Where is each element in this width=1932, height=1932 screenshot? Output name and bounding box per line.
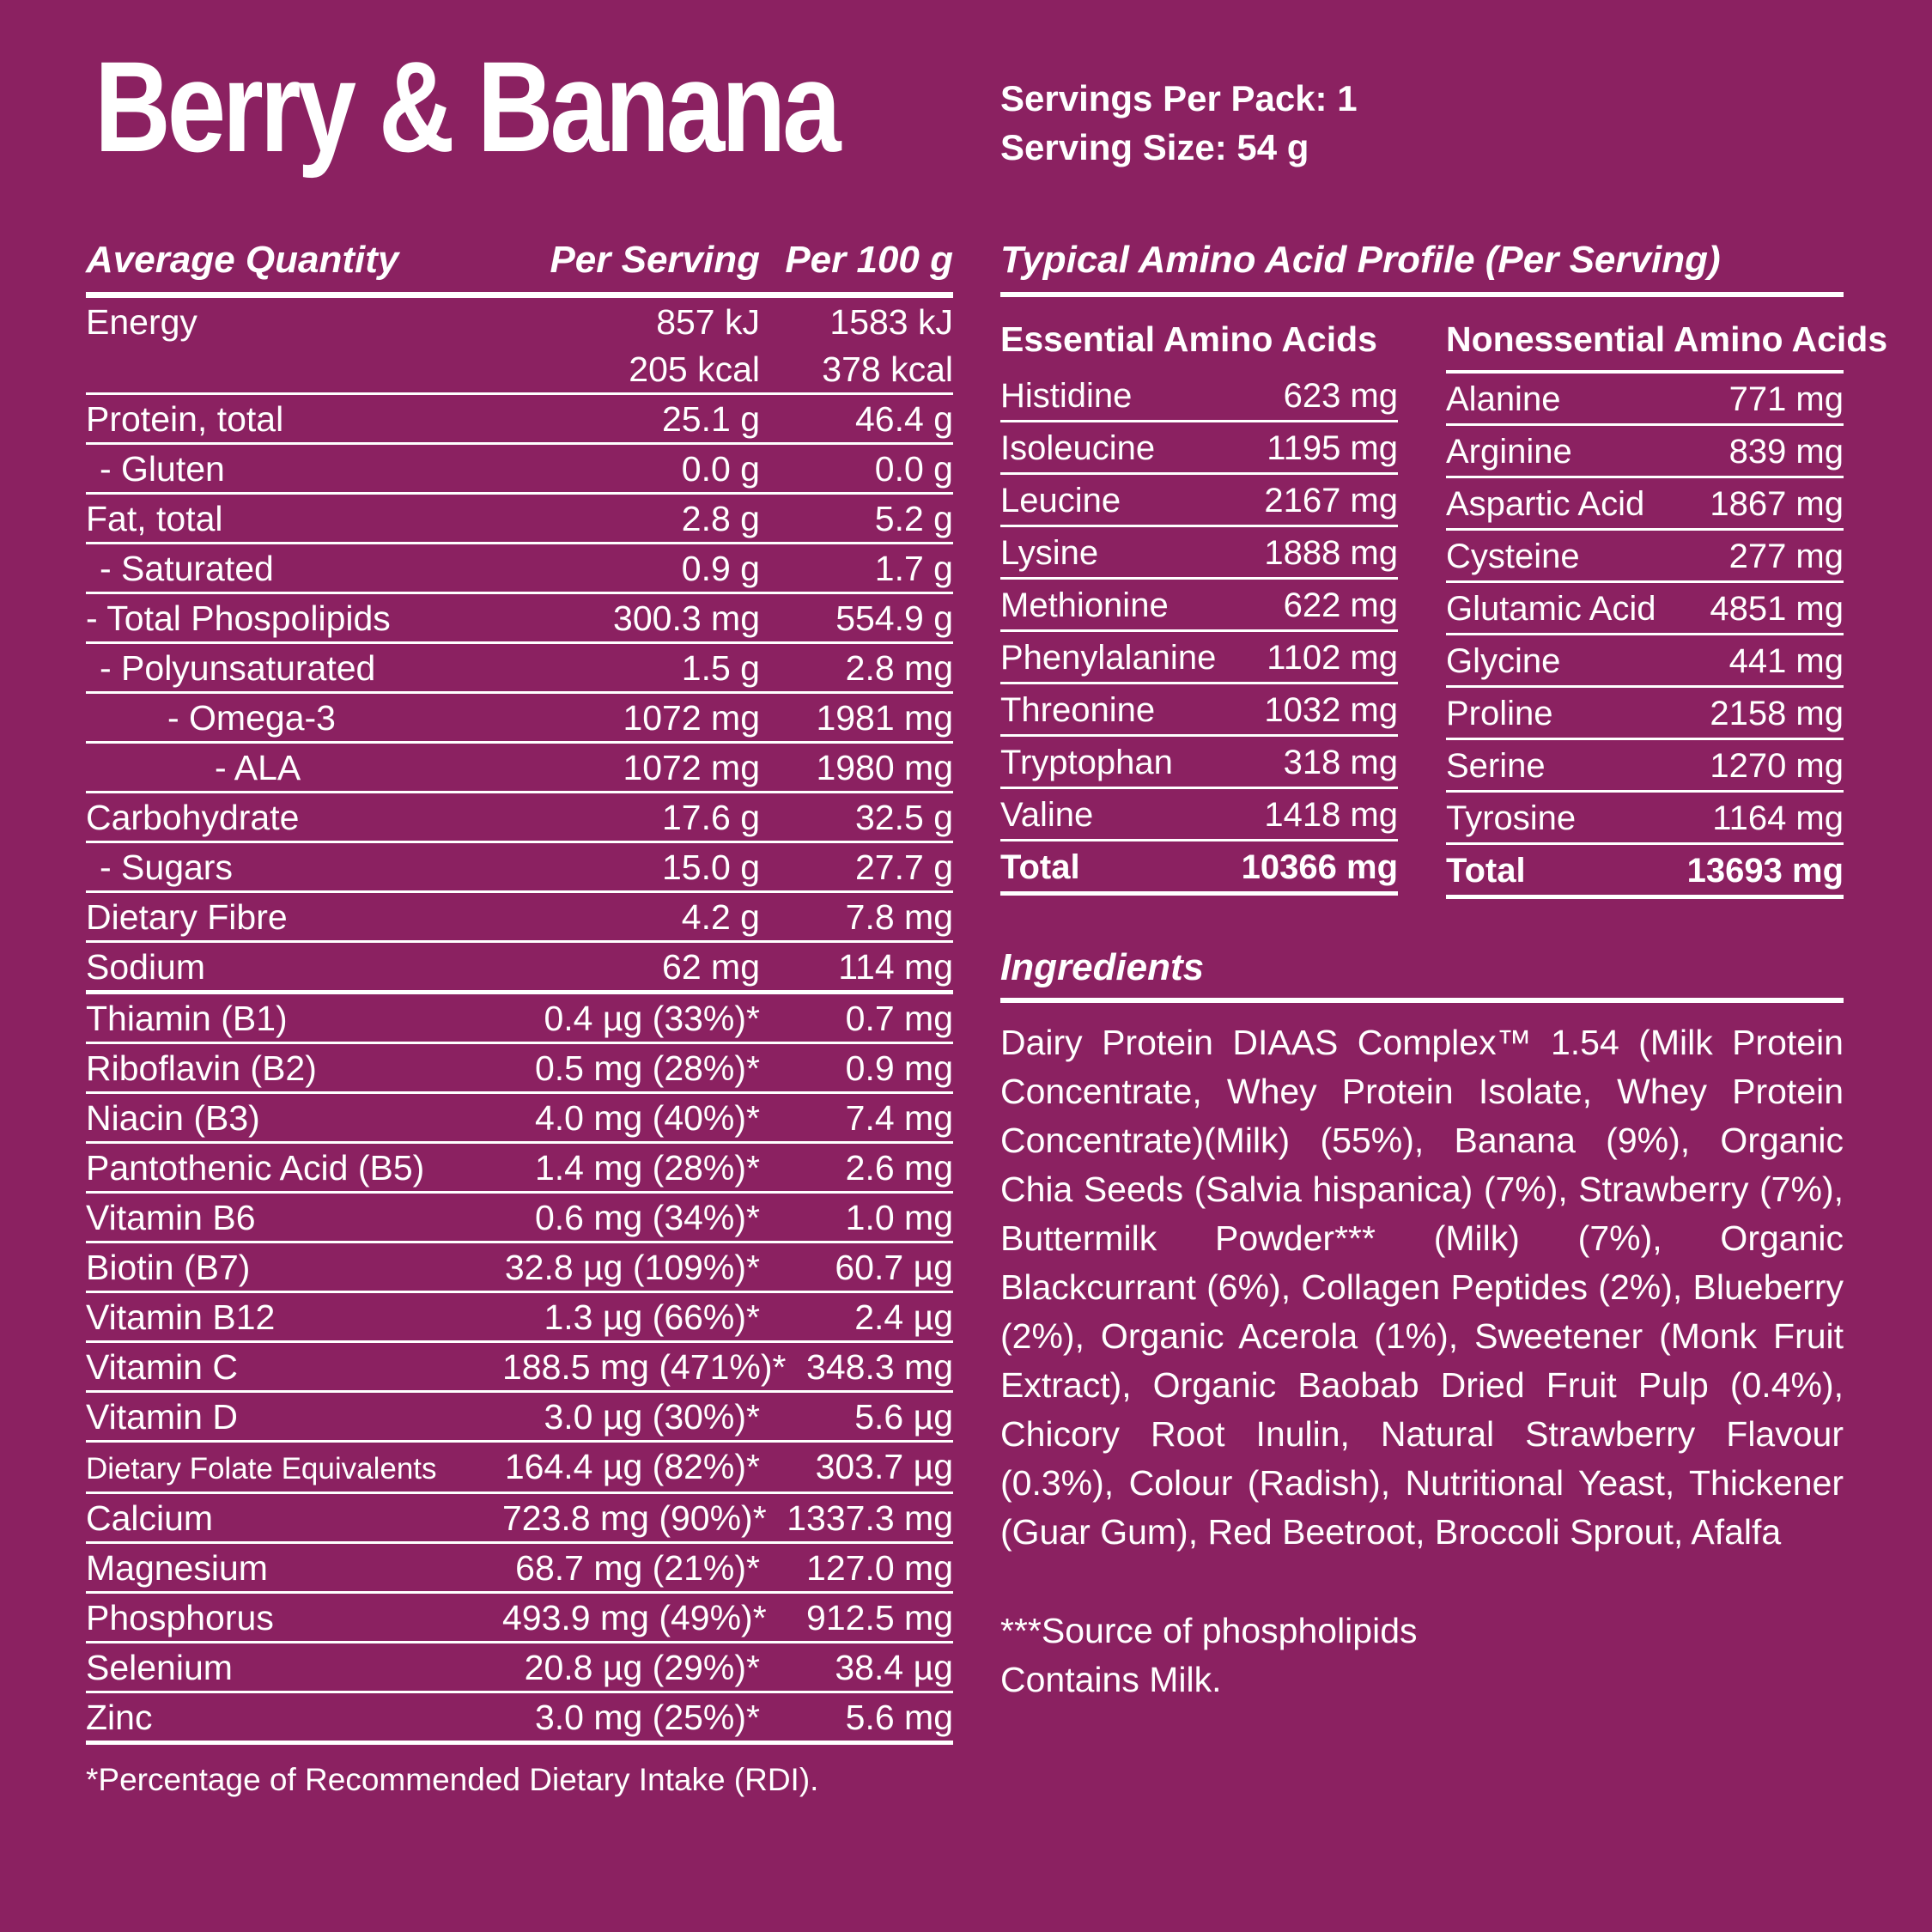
- amino-acid-name: Aspartic Acid: [1446, 485, 1645, 523]
- nutrition-row: [86, 1594, 953, 1643]
- per-100g-value: 912.5 mg: [806, 1598, 953, 1637]
- amino-acid-value: 1888 mg: [1264, 534, 1398, 572]
- per-100g-value: 1981 mg: [816, 698, 953, 738]
- per-serving-value: 15.0 g: [662, 848, 760, 887]
- amino-acid-name: Proline: [1446, 695, 1553, 732]
- amino-acid-row: [1446, 426, 1844, 478]
- per-100g-value: 5.6 µg: [854, 1397, 953, 1437]
- nutrition-row: [86, 843, 953, 893]
- nutrition-table: [86, 239, 953, 1798]
- amino-acid-row: [1446, 740, 1844, 793]
- nutrient-label: - ALA: [215, 748, 301, 787]
- nutrition-row: [86, 1044, 953, 1094]
- amino-acid-value: 839 mg: [1728, 433, 1844, 471]
- per-serving-value: 3.0 mg (25%)*: [534, 1698, 760, 1737]
- amino-acid-name: Methionine: [1000, 586, 1169, 624]
- nutrition-row: [86, 1494, 953, 1544]
- nutrient-label: Dietary Fibre: [86, 897, 288, 937]
- nutrition-row: [86, 298, 953, 345]
- per-serving-value: 32.8 µg (109%)*: [504, 1248, 760, 1287]
- nutrition-row: [86, 1293, 953, 1343]
- nutrient-label: Vitamin B6: [86, 1198, 256, 1237]
- nutrient-label: Vitamin C: [86, 1347, 238, 1387]
- servings-per-pack: Servings Per Pack: 1: [1000, 78, 1358, 118]
- per-100g-value: 378 kcal: [822, 349, 953, 389]
- nutrient-label: - Saturated: [100, 549, 274, 588]
- per-serving-value: 1.5 g: [681, 648, 760, 688]
- per-100g-value: 2.6 mg: [845, 1148, 953, 1188]
- amino-acid-row: [1000, 684, 1398, 737]
- amino-acid-value: 277 mg: [1728, 538, 1844, 575]
- nutrition-table-header: [86, 239, 953, 298]
- amino-acid-value: 1032 mg: [1264, 691, 1398, 729]
- amino-acid-row: [1446, 688, 1844, 740]
- amino-acid-row: [1000, 527, 1398, 580]
- nutrition-row: [86, 694, 953, 744]
- amino-acid-name: Glycine: [1446, 642, 1561, 680]
- per-100g-value: 348.3 mg: [806, 1347, 953, 1387]
- product-title: Berry & Banana: [94, 34, 838, 179]
- per-serving-value: 164.4 µg (82%)*: [504, 1447, 760, 1486]
- nutrient-label: Protein, total: [86, 399, 284, 439]
- per-100g-value: 303.7 µg: [815, 1447, 953, 1486]
- per-100g-value: 32.5 g: [855, 798, 953, 837]
- amino-acid-value: 1195 mg: [1267, 429, 1398, 467]
- per-100g-value: 1.0 mg: [845, 1198, 953, 1237]
- per-100g-value: 5.6 mg: [845, 1698, 953, 1737]
- nutrition-row: [86, 594, 953, 644]
- amino-acid-row: [1000, 580, 1398, 632]
- per-100g-value: 60.7 µg: [835, 1248, 953, 1287]
- nutrient-label: Thiamin (B1): [86, 999, 288, 1038]
- nutrient-label: Energy: [86, 302, 197, 342]
- nutrient-label: - Total Phospolipids: [86, 598, 391, 638]
- per-serving-value: 1.3 µg (66%)*: [544, 1297, 760, 1337]
- amino-acid-value: 1867 mg: [1710, 485, 1844, 523]
- per-serving-value: 2.8 g: [681, 499, 760, 538]
- amino-acid-row: [1446, 793, 1844, 845]
- per-serving-value: 17.6 g: [662, 798, 760, 837]
- amino-acid-row: [1000, 370, 1398, 422]
- amino-acid-row: [1446, 845, 1844, 899]
- amino-acid-value: 622 mg: [1283, 586, 1398, 624]
- amino-acid-value: 318 mg: [1283, 744, 1398, 781]
- per-serving-value: 4.2 g: [681, 897, 760, 937]
- per-100g-value: 7.4 mg: [845, 1098, 953, 1138]
- per-serving-value: 25.1 g: [662, 399, 760, 439]
- column-header-per-100g: Per 100 g: [785, 239, 953, 281]
- nutrition-row: [86, 445, 953, 495]
- per-serving-value: 188.5 mg (471%)*: [502, 1347, 787, 1387]
- nutrition-row: [86, 793, 953, 843]
- per-serving-value: 3.0 µg (30%)*: [544, 1397, 760, 1437]
- amino-acid-name: Cysteine: [1446, 538, 1580, 575]
- amino-acid-row: [1000, 422, 1398, 475]
- nutrition-row: [86, 1094, 953, 1144]
- amino-acid-value: 1418 mg: [1264, 796, 1398, 834]
- nutrition-row: [86, 1643, 953, 1693]
- amino-acid-row: [1446, 583, 1844, 635]
- per-serving-value: 493.9 mg (49%)*: [502, 1598, 767, 1637]
- amino-acid-columns: [1000, 313, 1888, 899]
- nutrient-label: - Omega-3: [167, 698, 336, 738]
- nutrient-label: - Polyunsaturated: [100, 648, 376, 688]
- nutrient-label: - Sugars: [100, 848, 233, 887]
- amino-acid-value: 2167 mg: [1264, 482, 1398, 519]
- nutrition-row: [86, 544, 953, 594]
- per-serving-value: 0.5 mg (28%)*: [534, 1048, 760, 1088]
- nutrient-label: Biotin (B7): [86, 1248, 251, 1287]
- amino-acid-row: [1000, 737, 1398, 789]
- ingredients-text: Dairy Protein DIAAS Complex™ 1.54 (Milk Protein Concentrate, Whey Protein Isolate, Whey Protein Concentrate)(Milk) (55%), Banana (9%), Organic Chia Seeds (Salvia hispanica) (7%), Strawberry (7%), Buttermilk Powder*** (Milk) (7%), Organic Blackcurrant (6%), Collagen Peptides (2%), Blueberry (2%), Organic Acerola (1%), Sweetener (Monk Fruit Extract), Organic Baobab Dried Fruit Pulp (0.4%), Chicory Root Inulin, Natural Strawberry Flavour (0.3%), Colour (Radish), Nutritional Yeast, Thickener (Guar Gum), Red Beetroot, Broccoli Sprout, Afalfa: [1000, 1023, 1844, 1552]
- per-serving-value: 1072 mg: [623, 748, 760, 787]
- nutrition-row: [86, 1544, 953, 1594]
- per-serving-value: 857 kJ: [656, 302, 760, 342]
- nutrient-label: Magnesium: [86, 1548, 268, 1588]
- amino-acid-value: 1270 mg: [1710, 747, 1844, 785]
- per-100g-value: 1583 kJ: [829, 302, 953, 342]
- nutrient-label: Selenium: [86, 1648, 233, 1687]
- nutrient-label: Riboflavin (B2): [86, 1048, 317, 1088]
- per-100g-value: 2.8 mg: [845, 648, 953, 688]
- amino-acid-value: 2158 mg: [1710, 695, 1844, 732]
- per-100g-value: 114 mg: [838, 947, 953, 987]
- per-100g-value: 0.9 mg: [845, 1048, 953, 1088]
- nutrition-row: [86, 345, 953, 395]
- per-serving-value: 0.4 µg (33%)*: [544, 999, 760, 1038]
- nutrient-label: Sodium: [86, 947, 206, 987]
- per-100g-value: 554.9 g: [835, 598, 953, 638]
- essential-amino-acids-column: [1000, 313, 1398, 899]
- amino-acid-name: Alanine: [1446, 380, 1561, 418]
- amino-acid-value: 4851 mg: [1710, 590, 1844, 628]
- amino-acid-value: 623 mg: [1283, 377, 1398, 415]
- nutrient-label: Carbohydrate: [86, 798, 300, 837]
- per-serving-value: 723.8 mg (90%)*: [502, 1498, 767, 1538]
- essential-amino-acids-header: Essential Amino Acids: [1000, 319, 1377, 359]
- nutrient-label: Vitamin D: [86, 1397, 238, 1437]
- nutrition-row: [86, 744, 953, 793]
- per-serving-value: 0.0 g: [681, 449, 760, 489]
- nutrition-row: [86, 943, 953, 994]
- per-100g-value: 0.0 g: [874, 449, 953, 489]
- amino-acid-name: Leucine: [1000, 482, 1121, 519]
- amino-acid-row: [1000, 475, 1398, 527]
- amino-acid-row: [1000, 841, 1398, 896]
- per-100g-value: 38.4 µg: [835, 1648, 953, 1687]
- amino-acid-value: 10366 mg: [1241, 848, 1398, 886]
- amino-acid-name: Threonine: [1000, 691, 1156, 729]
- nutrition-row: [86, 1443, 953, 1494]
- nutrition-row: [86, 495, 953, 544]
- per-serving-value: 0.6 mg (34%)*: [534, 1198, 760, 1237]
- amino-acid-value: 1102 mg: [1267, 639, 1398, 677]
- ingredients-title: Ingredients: [1000, 946, 1844, 1003]
- nutrient-label: Zinc: [86, 1698, 153, 1737]
- per-serving-value: 300.3 mg: [613, 598, 760, 638]
- nutrient-label: Phosphorus: [86, 1598, 274, 1637]
- amino-acid-name: Tryptophan: [1000, 744, 1173, 781]
- amino-acid-value: 441 mg: [1728, 642, 1844, 680]
- nutrition-row: [86, 1144, 953, 1194]
- amino-acid-value: 13693 mg: [1686, 852, 1844, 890]
- nutrition-row: [86, 893, 953, 943]
- amino-acid-name: Serine: [1446, 747, 1546, 785]
- nutrient-label: Pantothenic Acid (B5): [86, 1148, 425, 1188]
- nutrient-label: Calcium: [86, 1498, 214, 1538]
- per-100g-value: 2.4 µg: [854, 1297, 953, 1337]
- nonessential-amino-acids-header: Nonessential Amino Acids: [1446, 313, 1844, 374]
- nutrition-row: [86, 1194, 953, 1243]
- per-100g-value: 1980 mg: [816, 748, 953, 787]
- amino-acid-name: Total: [1000, 848, 1080, 886]
- nutrition-row: [86, 1343, 953, 1393]
- rdi-footnote: *Percentage of Recommended Dietary Intake (RDI).: [86, 1762, 819, 1797]
- amino-acid-profile-title: Typical Amino Acid Profile (Per Serving): [1000, 239, 1844, 297]
- per-serving-value: 62 mg: [662, 947, 760, 987]
- amino-acid-row: [1446, 531, 1844, 583]
- column-header-average-quantity: Average Quantity: [86, 239, 399, 281]
- phospholipids-note: ***Source of phospholipids: [1000, 1611, 1418, 1650]
- nutrient-label: Niacin (B3): [86, 1098, 260, 1138]
- per-100g-value: 1337.3 mg: [787, 1498, 953, 1538]
- nutrition-row: [86, 1693, 953, 1745]
- per-serving-value: 1.4 mg (28%)*: [534, 1148, 760, 1188]
- nutrition-row: [86, 994, 953, 1044]
- per-serving-value: 20.8 µg (29%)*: [524, 1648, 760, 1687]
- amino-acid-row: [1446, 374, 1844, 426]
- nonessential-amino-acids-column: [1446, 313, 1888, 899]
- serving-info: [1000, 74, 1358, 172]
- amino-acid-row: [1000, 632, 1398, 684]
- per-100g-value: 0.7 mg: [845, 999, 953, 1038]
- amino-acid-row: [1446, 635, 1844, 688]
- amino-acid-row: [1446, 478, 1844, 531]
- per-serving-value: 1072 mg: [623, 698, 760, 738]
- nutrient-label: - Gluten: [100, 449, 225, 489]
- per-100g-value: 46.4 g: [855, 399, 953, 439]
- amino-acid-name: Total: [1446, 852, 1526, 890]
- nutrient-label: Vitamin B12: [86, 1297, 276, 1337]
- amino-acid-name: Arginine: [1446, 433, 1572, 471]
- per-100g-value: 5.2 g: [874, 499, 953, 538]
- amino-acid-row: [1000, 789, 1398, 841]
- amino-acid-value: 771 mg: [1728, 380, 1844, 418]
- contains-milk-note: Contains Milk.: [1000, 1660, 1222, 1699]
- amino-acid-name: Glutamic Acid: [1446, 590, 1656, 628]
- per-serving-value: 205 kcal: [629, 349, 760, 389]
- serving-size: Serving Size: 54 g: [1000, 127, 1309, 167]
- amino-acid-value: 1164 mg: [1712, 799, 1844, 837]
- nutrition-row: [86, 644, 953, 694]
- nutrition-row: [86, 1393, 953, 1443]
- per-100g-value: 7.8 mg: [845, 897, 953, 937]
- amino-acid-name: Histidine: [1000, 377, 1133, 415]
- per-100g-value: 127.0 mg: [806, 1548, 953, 1588]
- per-serving-value: 68.7 mg (21%)*: [515, 1548, 760, 1588]
- per-100g-value: 27.7 g: [855, 848, 953, 887]
- per-serving-value: 4.0 mg (40%)*: [534, 1098, 760, 1138]
- nutrient-label: Dietary Folate Equivalents: [86, 1452, 437, 1485]
- amino-acid-name: Phenylalanine: [1000, 639, 1217, 677]
- amino-acid-name: Tyrosine: [1446, 799, 1577, 837]
- right-column: [1000, 239, 1888, 1704]
- amino-acid-name: Isoleucine: [1000, 429, 1156, 467]
- amino-acid-name: Lysine: [1000, 534, 1099, 572]
- nutrition-row: [86, 395, 953, 445]
- ingredients-notes: [1000, 1607, 1844, 1704]
- column-header-per-serving: Per Serving: [550, 239, 760, 281]
- per-100g-value: 1.7 g: [874, 549, 953, 588]
- amino-acid-name: Valine: [1000, 796, 1094, 834]
- nutrition-row: [86, 1243, 953, 1293]
- nutrient-label: Fat, total: [86, 499, 223, 538]
- nutrition-rows: [86, 298, 953, 1745]
- per-serving-value: 0.9 g: [681, 549, 760, 588]
